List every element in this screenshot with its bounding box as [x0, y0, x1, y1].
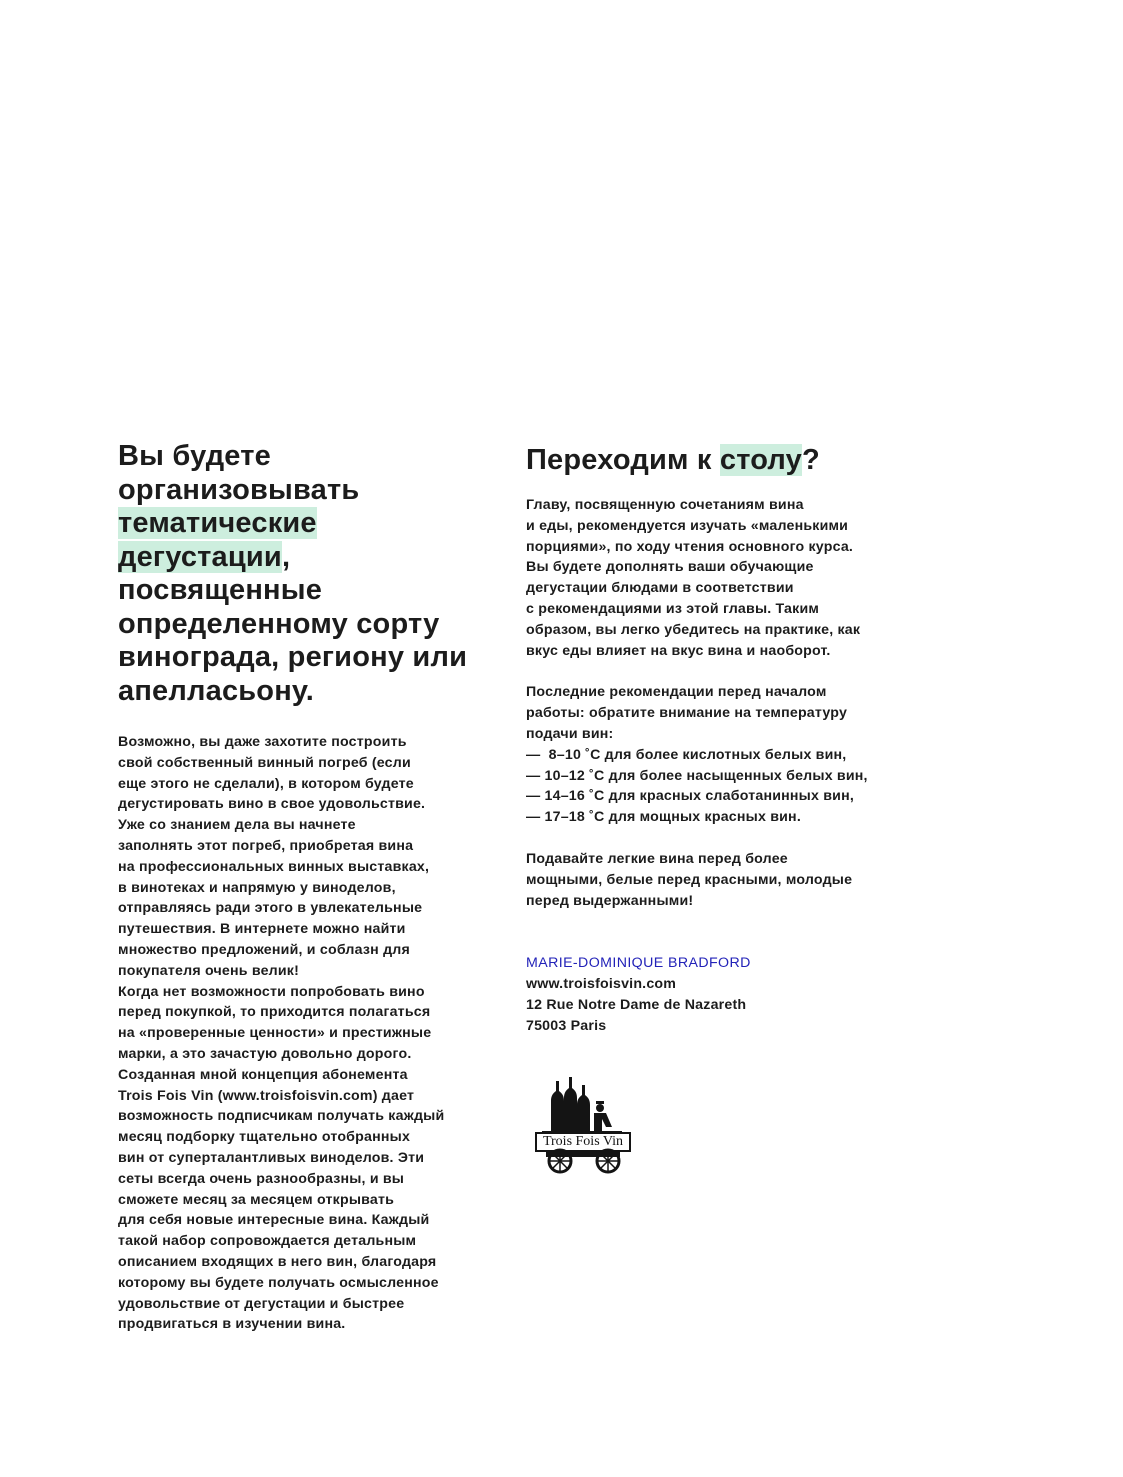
website-link[interactable]: www.troisfoisvin.com — [526, 976, 677, 993]
text-line: еще этого не сделали), в котором будете — [118, 775, 414, 792]
heading-highlight: тематические — [118, 507, 317, 539]
text-line: в винотеках и напрямую у виноделов, — [118, 879, 396, 896]
heading-line: апелласьону. — [118, 674, 314, 707]
paragraph-gap — [526, 911, 946, 953]
right-paragraph-temperatures — [526, 682, 946, 828]
heading-line — [118, 507, 510, 541]
text-line: Возможно, вы даже захотите построить — [118, 734, 407, 750]
temperature-item: — 14–16 ˚С для красных слаботанинных вин, — [526, 788, 854, 805]
text-line: покупателя очень велик! — [118, 962, 300, 979]
temperature-item: — 10–12 ˚С для более насыщенных белых вин, — [526, 767, 868, 784]
text-line: и еды, рекомендуется изучать «маленькими — [526, 517, 849, 534]
heading-question-mark: ? — [802, 444, 820, 476]
text-line: марки, а это зачастую довольно дорого. — [118, 1045, 412, 1062]
heading-text: Переходим к — [526, 444, 720, 476]
text-line: отправляясь ради этого в увлекательные — [118, 900, 423, 917]
text-line: свой собственный винный погреб (если — [118, 754, 411, 771]
heading-line: Вы будете — [118, 440, 271, 472]
heading-highlight: столу — [719, 444, 802, 476]
text-line: Последние рекомендации перед началом — [526, 684, 827, 701]
right-column — [526, 440, 946, 1037]
text-line: на профессиональных винных выставках, — [118, 858, 430, 875]
text-line: перед выдержанными! — [526, 892, 694, 909]
right-paragraph-pairings — [526, 495, 946, 661]
text-line: описанием входящих в него вин, благодаря — [118, 1253, 437, 1270]
text-line: подачи вин: — [526, 725, 614, 742]
address-city: 75003 Paris — [526, 1017, 607, 1034]
text-line: которому вы будете получать осмысленное — [118, 1274, 439, 1291]
text-line: мощными, белые перед красными, молодые — [526, 871, 853, 888]
trois-fois-vin-logo — [532, 1075, 634, 1175]
heading-line: винограда, региону или — [118, 641, 468, 673]
text-line: продвигаться в изучении вина. — [118, 1316, 346, 1333]
contact-block — [526, 953, 946, 1036]
text-line: Главу, посвященную сочетаниям вина — [526, 497, 804, 513]
temperature-item: — 8–10 ˚С для более кислотных белых вин, — [526, 746, 847, 763]
paragraph-gap — [526, 661, 946, 682]
right-heading — [526, 440, 946, 480]
heading-comma: , — [281, 540, 291, 573]
text-line: заполнять этот погреб, приобретая вина — [118, 837, 414, 854]
text-line: Trois Fois Vin (www.troisfoisvin.com) дает — [118, 1087, 415, 1104]
text-line: вин от суперталантливых виноделов. Эти — [118, 1149, 425, 1166]
left-column — [118, 440, 510, 1335]
wine-cart-logo-icon — [532, 1075, 634, 1175]
text-line: сеты всегда очень разнообразны, и вы — [118, 1170, 405, 1187]
text-line: возможность подписчикам получать каждый — [118, 1108, 445, 1125]
text-line: на «проверенные ценности» и престижные — [118, 1025, 432, 1042]
paragraph-gap — [526, 828, 946, 849]
left-body-text — [118, 732, 510, 1335]
heading-highlight: дегустации — [118, 540, 282, 573]
text-line: дегустации блюдами в соответствии — [526, 580, 794, 597]
text-line: дегустировать вино в свое удовольствие. — [118, 796, 426, 813]
author-name: MARIE-DOMINIQUE BRADFORD — [526, 955, 751, 972]
text-line: такой набор сопровождается детальным — [118, 1233, 417, 1250]
heading-line: организовывать — [118, 473, 360, 506]
text-line: множество предложений, и соблазн для — [118, 941, 410, 958]
right-paragraph-order — [526, 849, 946, 911]
text-line: Вы будете дополнять ваши обучающие — [526, 559, 814, 576]
text-line: удовольствие от дегустации и быстрее — [118, 1295, 405, 1312]
text-line: работы: обратите внимание на температуру — [526, 705, 848, 722]
address-street: 12 Rue Notre Dame de Nazareth — [526, 996, 747, 1013]
text-line: с рекомендациями из этой главы. Таким — [526, 600, 820, 617]
text-line: перед покупкой, то приходится полагаться — [118, 1004, 431, 1021]
text-line: вкус еды влияет на вкус вина и наоборот. — [526, 642, 831, 659]
text-line: Созданная мной концепция абонемента — [118, 1066, 408, 1083]
logo-text: Trois Fois Vin — [542, 1134, 624, 1149]
heading-line: определенному сорту — [118, 607, 440, 640]
text-line: Уже со знанием дела вы начнете — [118, 817, 356, 834]
text-line: месяц подборку тщательно отобранных — [118, 1129, 411, 1146]
text-line: порциями», по ходу чтения основного курса. — [526, 538, 854, 555]
heading-line — [118, 541, 510, 575]
temperature-item: — 17–18 ˚С для мощных красных вин. — [526, 809, 801, 826]
heading-line: посвященные — [118, 574, 323, 606]
text-line: образом, вы легко убедитесь на практике, как — [526, 621, 861, 638]
text-line: Когда нет возможности попробовать вино — [118, 983, 425, 1000]
text-line: для себя новые интересные вина. Каждый — [118, 1212, 430, 1229]
left-heading — [118, 440, 510, 708]
text-line: Подавайте легкие вина перед более — [526, 850, 788, 867]
text-line: путешествия. В интернете можно найти — [118, 921, 406, 938]
text-line: сможете месяц за месяцем открывать — [118, 1191, 395, 1208]
